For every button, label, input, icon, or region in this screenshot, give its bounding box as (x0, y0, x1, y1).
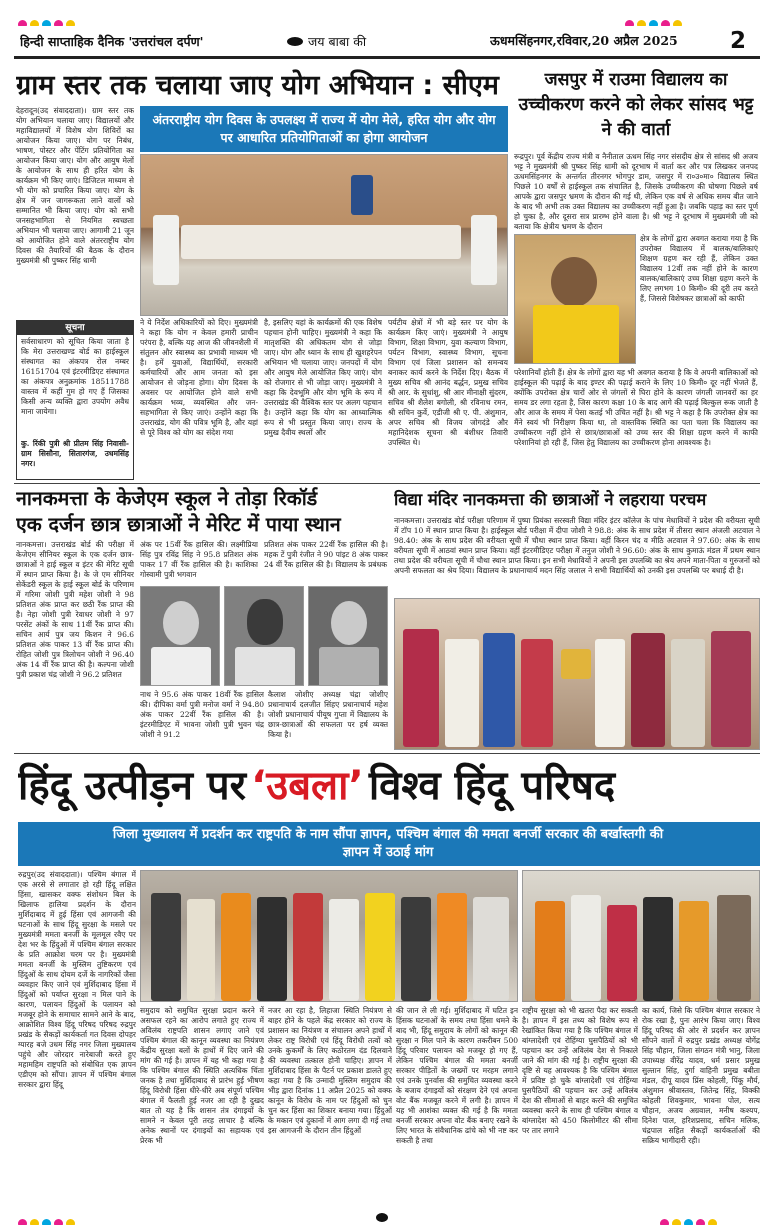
story1-col1-text: देहरादून(उद संवाददाता)। ग्राम स्तर तक योग अभियान चलाया जाए। विद्यालयों और महाविद्यालयों में विशेष योग शिविरों का आयोजन किया जाए। योग पर निबंध, भाषण, पोस्टर और पेंटिंग प्रतियोगिता का आयोजन किया जाए। योग और आयुष मेलों के आयोजन के साथ ही हरित योग के कार्यक्रम भी किए जाएं। डिजिटल माध्यम से भी योग को प्रचारित किया जाए। योग के क्षेत्र में जन जागरूकता लाने वालों को सम्मानित भी किया जाए। योग को सभी जनसहभागिता से नियमित स्वच्छता अभियान भी चलाया जाए। आगामी 21 जून को आयोजित होने वाले अंतरराष्ट्रीय योग दिवस की तैयारियों की बैठक के दौरान मुख्यमंत्री श्री पुष्कर सिंह धामी (16, 106, 134, 265)
story5-subhead: जिला मुख्यालय में प्रदर्शन कर राष्ट्रपति के नाम सौंपा ज्ञापन, पश्चिम बंगाल की ममता बनर्जी सरकार की बर्खास्तगी की ज्ञापन में उठाई मांग (112, 827, 664, 860)
story2-top-text: रूद्रपुर। पूर्व केंद्रीय राज्य मंत्री व नैनीताल ऊधम सिंह नगर संसदीय क्षेत्र से सांसद श्री अजय भट्ट ने मुख्यमंत्री श्री पुष्कर सिंह धामी को दूरभाष में वार्ता कर और पत्र लिखकर जनपद ऊधमसिंहनगर के अन्तर्गत तीरनगर भोगपुर डाम, जसपुर में रा०उ०मा० विद्यालय स्थित पिछले 10 वर्षों से हाईस्कूल तक संचालित है, जिसके उच्चीकरण की घोषणा पिछले वर्ष आपके द्वारा जसपुर भ्रमण के दौरान की गई थी, लेकिन एक वर्ष से अधिक समय बीत जाने के बाद भी अभी तक उक्त विद्यालय का उच्चीकरण नहीं हुआ है। जबकि पहाड़ का स्तर पूर्ण हो चुका है, और दूसरा सत्र प्रारम्भ होने वाला है। श्री भट्ट ने दूरभाष में मुख्यमंत्री जी को बताया कि क्षेत्रीय भ्रमण के दौरान (514, 152, 758, 231)
story3-col2: अंक पर 15वीं रैंक हासिल की। लक्ष्मीप्रिया सिंह पुत्र रविंद्र सिंह ने 95.8 प्रतिशत अंक पाकर 17 वीं रैंक हासिल की है। काशिका गोस्वामी पुत्री भगवान (140, 540, 258, 579)
story5-col5: राष्ट्रीय सुरक्षा को भी खतरा पैदा कर सकती है। ज्ञापन में इस तथ्य को विशेष रूप से रेखांकित किया गया है कि पश्चिम बंगाल में बांग्लादेशी एवं रोहिंग्या घुसपैठियों को भी पहचान कर उन्हें अविलंब देश से निकाले जाने की मांग की गई है। राष्ट्रीय सुरक्षा की दृष्टि से यह आवश्यक है कि पश्चिम बंगाल में प्रविष्ट हो चुके बांग्लादेशी एवं रोहिंग्या घुसपैठियों की पहचान कर उन्हें अविलंब देश की सीमाओं से बाहर करने की समुचित व्यवस्था करने के साथ ही पश्चिम बंगाल व बांग्लादेश को 450 किलोमीटर की सीमा पर तार लगाने (522, 1006, 638, 1135)
story3-photo-student-1 (140, 586, 220, 686)
story1-subhead: अंतरराष्ट्रीय योग दिवस के उपलक्ष्य में राज्य में योग मेले, हरित योग और योग पर आधारित प्रतियोगिताओं का होगा आयोजन (152, 112, 496, 145)
story3-col3b: कैलाश जोशीए अध्यक्ष चंद्रा जोशीए प्रधानाचार्य दलजीत सिंहए प्रधानाचार्य महेश जोशी प्रधानाचार्य पीयूष गुप्ता में विद्यालय के छात्र-छात्राओं की सफलता पर हर्ष व्यक्त किया है। (268, 690, 388, 739)
story5-photo-protest-1 (140, 870, 518, 1002)
story5-col2: समुदाय को समुचित सुरक्षा प्रदान करने में असफल रहने का आरोप लगाते हुए राज्य में अविलंब राष्ट्रपति शासन लगाए जाने एवं पश्चिम बंगाल की कानून व्यवस्था का नियंत्रण केंद्रीय सुरक्षा बलों के हाथों में दिए जाने की मांग की गई है। ज्ञापन में यह भी कहा गया है कि पश्चिम बंगाल की स्थिति अत्यधिक चिंता जनक है तथा मुर्शिदाबाद से प्रारंभ हुई भीषण हिंदू विरोधी हिंसा धीरे-धीरे अब संपूर्ण पश्चिम बंगाल में फैलती हुई नजर आ रही है दुखद बात तो यह है कि शासन तंत्र दंगाइयों के सामने न केवल पूरी तरह लाचार है बल्कि अनेक स्थानों पर दंगाइयों का सहायक एवं प्रेरक भी (140, 1006, 264, 1145)
story3-headline2: एक दर्जन छात्र छात्राओं ने मेरिट में पाया स्थान (16, 513, 341, 536)
story1-col2 (140, 318, 258, 480)
story1-photo-meeting (140, 154, 508, 316)
masthead-title: हिन्दी साप्ताहिक दैनिक 'उत्तरांचल दर्पण' (20, 34, 204, 49)
story5-headline-b: ‘उबला’ (251, 763, 364, 809)
story5-col4: की जान ले ली गई। मुर्शिदाबाद में घटित इन हिंसक घटनाओं के समय तथा हिंसा थमने के बाद भी, हिंदू समुदाय के लोगों को कानून की सुरक्षा न मिल पाने के कारण तकरीबन 500 हिंदू परिवार पलायन को मजबूर हो गए हैं, लेकिन पश्चिम बंगाल की ममता बनर्जी सरकार पीड़ितों के जख्मों पर मरहम लगाने एवं उनके पुनर्वास की समुचित व्यवस्था करने के बजाय दंगाइयों को संरक्षण देने एवं अपना वोट बैंक मजबूत करने में लगी है। ज्ञापन में यह भी आशंका व्यक्त की गई है कि ममता बनर्जी सरकार अपना वोट बैंक बनाए रखने के लिए भारत के संवैधानिक ढांचे को भी नष्ट कर सकती है तथा (396, 1006, 518, 1145)
story3-photo-student-2 (224, 586, 304, 686)
divider-1 (14, 483, 760, 484)
story1-col3-text: है, इसलिए यहां के कार्यक्रमों की एक विशेष पहचान होनी चाहिए। मुख्यमंत्री ने कहा कि मातृशक्ति की अधिकतम योग से जोड़ा जाए। योग और ध्यान के साथ ही खुशहरेपन अभियान भी चलाया जाए। जनपदों में योग और आयुष मेले आयोजित किए जाएं। योग को रोजगार से भी जोड़ा जाए। मुख्यमंत्री ने कहा कि देवभूमि और योग भूमि के रूप में उत्तराखंड की वैश्विक स्तर पर अलग पहचान है। उन्होंने कहा कि योग का आध्यात्मिक रूप से भी प्रस्तुत किया जाए। राज्य के प्रमुख दैवीय स्थलों और (264, 318, 382, 437)
story2-bottom-text: परेशानियाँ होती हैं। क्षेत्र के लोगों द्वारा यह भी अवगत कराया है कि वे अपनी बालिकाओं को हाईस्कूल की पढ़ाई के बाद इण्टर की पढ़ाई कराने के लिए 10 किमी० दूर नहीं भेजते हैं, क्योंकि उपरोक्त क्षेत्र चारों ओर से जंगलों से घिरा होने के कारण जंगली जानवरों का हर समय डर लगा रहता है, जिस कारण कक्षा 10 के बाद आगे की पढ़ाई बिल्कुल रूक जाती है और आज के समय में पेसा कतई भी उचित नहीं है। श्री भट्ट ने कहा है कि उपरोक्त क्षेत्र का मैंने स्वयं भी निरीक्षण किया था, तो वास्तविक स्थिति का पता चला कि विद्यालय का उच्चीकरण नहीं होने से छात्र/छात्राओं को उच्च स्तर की शिक्षा ग्रहण करने में काफी परेशानियां हो रही हैं, जिस हेतु विद्यालय का उच्चीकरण होना आवश्यक है। (514, 368, 758, 447)
divider-2 (14, 753, 760, 754)
story5-headline-a: हिंदू उत्पीड़न पर (18, 763, 246, 809)
story1-col2-text: ने ये निर्देश अधिकारियों को दिए। मुख्यमंत्री ने कहा कि योग न केवल हमारी प्राचीन परंपरा है, बल्कि यह आज की जीवनशैली में संतुलन और स्वास्थ्य का प्रभावी माध्यम भी है। हमें युवाओं, विद्यार्थियों, सरकारी कर्मचारियों और आम जनता को इस आयोजन से जोड़ना होगा। योग दिवस के अवसर पर आयोजित होने वाले सभी कार्यक्रम भव्य, व्यवस्थित और जन-सहभागिता से किए जाएं। उन्होंने कहा कि उत्तराखंड, योग की पवित्र भूमि है, और यहां से पूरे विश्व को योग का संदेश गया (140, 318, 258, 437)
story3-col3: प्रतिशत अंक पाकर 22वीं रैंक हासिल की है। महक टें पुत्री रंजीत ने 90 पांइट 8 अंक पाकर 24 वीं रैंक हासिल की है। विद्यालय के प्रबंधक (264, 540, 388, 569)
masthead-dots-left (18, 14, 98, 26)
story2-headline: जसपुर में राउमा विद्यालय का उच्चीकरण करने को लेकर सांसद भट्ट ने की वार्ता (518, 70, 754, 140)
story4-headline: विद्या मंदिर नानकमत्ता की छात्राओं ने लहराया परचम (394, 490, 707, 509)
story5-photo-protest-2 (522, 870, 760, 1002)
story2-photo-mp (514, 234, 636, 364)
story5-headline-c: विश्व हिंदू परिषद (368, 763, 616, 809)
story5-col3: नजर आ रहा है, लिहाजा स्थिति नियंत्रण से बाहर होने के पहले केंद्र सरकार को राज्य के प्रशासन का नियंत्रण व संचालन अपने हाथों में लेकर राष्ट्र विरोधी एवं हिंदू विरोधी तत्वों को उनके कुकर्मों के लिए कठोरतम दंड दिलवाने की व्यवस्था तत्काल होनी चाहिए। ज्ञापन में मुर्शिदाबाद हिंसा के पैटर्न पर प्रकाश डालते हुए कहा गया है कि उन्मादी मुस्लिम समुदाय की भीड़ द्वारा दिनांक 11 अप्रैल 2025 को वक्फ कानून के विरोध के नाम पर हिंदुओं को चुन चुन कर हिंसा का शिकार बनाया गया। हिंदुओं के मकान एवं दुकानों में आग लगा दी गई तथा इस आगजनी के दौरान तीन हिंदुओं (268, 1006, 392, 1135)
masthead-date: ऊधमसिंहनगर,रविवार,20 अप्रैल 2025 (490, 33, 678, 48)
story1-headline: ग्राम स्तर तक चलाया जाए योग अभियान : सीएम (16, 70, 499, 101)
story5-headline (18, 756, 760, 818)
footer-dots-left (18, 1213, 98, 1225)
footer-dots-right (660, 1213, 740, 1225)
footer (0, 1208, 770, 1226)
masthead-logo-icon (287, 37, 303, 46)
footer-logo-icon (376, 1213, 388, 1222)
story5-col1: रुद्रपुर(उद संवाददाता)। पश्चिम बंगाल में एक अरसे से लगातार हो रही हिंदू लक्षित हिंसा, खासकर वक्फ संशोधन बिल के खिलाफ हालिया प्रदर्शन के दौरान मुर्शिदाबाद में हुई हिंसा एवं आगजनी की घटनाओं के साथ हिंदू सुरक्षा के मसले पर मुख्यमंत्री ममता बनर्जी के मूलमूल रवैए पर देश भर के हिंदुओं में पश्चिम बंगाल सरकार के प्रति आक्रोश चरम पर है। मुख्यमंत्री ममता बनर्जी के मुस्लिम तुष्टिकरण एवं हिंदुओं के साथ दोयम दर्जे के नागरिकों जैसा व्यवहार किए जाने एवं मुर्शिदाबाद हिंसा में हिंदुओं को पर्याप्त सुरक्षा न मिल पाने के कारण, पलायन हिंदुओं के पलायन को मजबूर होने के समाचार सामने आने के बाद, आक्रोशित विश्व हिंदू परिषद परिषद रुद्रपुर प्रखंड के सैकड़ों कार्यकर्ता गत दिवस दोपहर ग्यारह बजे उधम सिंह नगर जिला मुख्यालय पहुंचे और जोरदार नारेबाजी करते हुए महामहिम राष्ट्रपति को संबोधित एक ज्ञापन एडीएम को सौंपा। ज्ञापन में पश्चिम बंगाल सरकार द्वारा हिंदू (18, 870, 136, 1089)
story3-col2b: नाथ ने 95.6 अंक पाकर 18वीं रैंक हासिल की। दीपिका वर्मा पुत्री मनोज वर्मा ने 94.80 अंक पाकर 22वीं रैंक हासिल की है। इंटरमीडिएट में भावना जोशी पुत्री भुवन चंद्र जोशी ने 91.2 (140, 690, 264, 739)
notice-signature: कु. रिंकी पुत्री श्री प्रीतम सिंह निवासी-ग्राम सिसौना, सितारगंज, उधमसिंह नगर। (21, 439, 129, 468)
notice-title: सूचना (17, 321, 133, 335)
story1-col1 (16, 106, 134, 316)
story3-col1: नानकमत्ता। उत्तराखंड बोर्ड की परीक्षा में केजेएम सीनियर स्कूल के एक दर्जन छात्र-छात्राओं ने हाई स्कूल व इंटर की मेरिट सूची में स्थान प्राप्त किया है। के जे एम सीनियर सेकेंडरी स्कूल के हाई स्कूल बोर्ड के परिणाम में गरिमा जोशी पुत्री महेश जोशी ने 98 प्रतिशत अंक प्राप्त कर छठी रैंक प्राप्त की है। नेहा जोशी पुत्री रेवाधर जोशी ने 97 परसेंट अंकों के साथ 11वीं रैंक प्राप्त की। सचिन आर्य पुत्र जय किशन ने 96.6 प्रतिशत अंक पाकर 13 वीं रैंक प्राप्त की। रोहित जोशी पुत्र त्रिलोचन जोशी ने 96.40 अंक 14 वीं रैंक प्राप्त की है। कल्पना जोशी पुत्री प्रकाश चंद्र जोशी ने 96.2 प्रतिशत (16, 540, 134, 679)
story1-col3 (264, 318, 382, 480)
story4-photo-students (394, 598, 760, 750)
story2-side-text: क्षेत्र के लोगों द्वारा अवगत कराया गया है कि उपरोक्त विद्यालय में बालक/बालिकाएं शिक्षण ग्रहण कर रही हैं, लेकिन उक्त विद्यालय 12वीं तक नहीं होने के कारण बालक/बालिकाएं उच्च शिक्षा ग्रहण करने के लिए लगभग 10 किमी० की दूरी तय करते हैं, जिससे विशेषकर छात्राओं को काफी (640, 234, 758, 303)
page-number: 2 (730, 28, 747, 54)
story3-headline1: नानकमत्ता के केजेएम स्कूल ने तोड़ा रिकॉर्ड (16, 487, 318, 510)
masthead (0, 0, 770, 62)
story1-subhead-box (140, 106, 508, 152)
masthead-rule (14, 56, 760, 59)
story1-col4 (388, 318, 508, 480)
story4-body: नानकमत्ता। उत्तराखंड बोर्ड परीक्षा परिणाम में पुष्पा प्रियंका सरस्वती विद्या मंदिर इंटर कॉलेज के पांच मेधावियों ने प्रदेश की वरीयता सूची में टॉप 10 में स्थान प्राप्त किया है। हाईस्कूल बोर्ड परीक्षा में दीपा जोशी ने 98.8: अंक के साथ प्रदेश में तीसरा स्थान अंजली अटवाल ने 98.40: अंक के साथ प्रदेश की वरीयता सूची में चौथा स्थान प्राप्त किया। वहीं किरन चंद व मीठि अटवाल ने 97.60: अंक के साथ वरीयता सूची में आठवां स्थान प्राप्त किया। वहीं इंटरमीडिएट परीक्षा में तनुज जोशी ने 96.60: अंक के साथ कुमाऊं मंडल में प्रथम स्थान तथा प्रदेश की वरीयता सूची में चौथा स्थान प्राप्त किया। इन सभी मेधावियों ने अपनी इस उपलब्धि का श्रेय अपने माता-पिता व गुरुजनों को अपनी सफलता का श्रेय दिया। विद्यालय के प्रधानाचार्य मदन सिंह जलाल ने सभी विद्यार्थियों को उनकी इस उपलब्धि पर बधाई दी है। (394, 516, 760, 575)
notice-box (16, 320, 134, 480)
story5-col6: का कार्य, जिसे कि पश्चिम बंगाल सरकार ने रोक रखा है, पुनः आरंभ किया जाए। विश्व हिंदू परिषद की ओर से प्रदर्शन कर ज्ञापन सौंपने वालों में रुद्रपुर प्रखंड अध्यक्ष योगेंद्र सिंह चौहान, जिला संगठन मंत्री भानु, जिला उपाध्यक्ष वीरेंद्र यादव, धर्म प्रसार प्रमुख सुल्तान सिंह, दुर्गा वाहिनी प्रमुख बबीता मंडल, दीपू यादव प्रिंस कोहली, पिंकू मौर्य, अंशुमान श्रीवास्तव, जितेन्द्र सिंह, विक्की कोहली शिवकुमार, भावना पोल, सत्य चौहान, अजय अग्रवाल, मनीष कश्यप, दिनेश पाल, हरिशप्रसाद, सचिन मलिक, चंद्रपाल सहित सैकड़ों कार्यकर्ताओं की सक्रिय भागीदारी रही। (642, 1006, 760, 1145)
story1-col4-text: पर्यटीय क्षेत्रों में भी बड़े स्तर पर योग के कार्यक्रम किए जाएं। मुख्यमंत्री ने आयुष विभाग, शिक्षा विभाग, युवा कल्याण विभाग, पर्यटन विभाग, स्वास्थ्य विभाग, सूचना विभाग एवं जिला प्रशासन को समन्वय बनाकर कार्य करने के निर्देश दिए। बैठक में मुख्य सचिव श्री आनंद बर्द्धन, प्रमुख सचिव श्री आर. के सुधांशु, श्री आर मीनाक्षी सुंदरम, सचिव श्री शैलेश बगोली, श्री रविनाथ रमन, श्री सचिन कुर्वे, एडीजी श्री ए. पी. अंशुमान, अपर सचिव श्री विजय जोगदंडे और महानिदेशक सूचना श्री बंशीधर तिवारी उपस्थित थे। (388, 318, 508, 447)
masthead-center: जय बाबा की (308, 34, 367, 49)
notice-body: सर्वसाधारण को सूचित किया जाता है कि मेरा उत्तराखण्ड बोर्ड का हाईस्कूल संस्थागत का अंकपत्र रोल नम्बर 16151704 एवं इंटरमीडिएट संस्थागत का अंकपत्र अनुक्रमांक 18511788 वास्तव में कहीं गुम हो गए हैं जिसका किसी अन्य व्यक्ति द्वारा उपयोग अवैध माना जायेगा। (21, 337, 129, 416)
story5-subhead-box (18, 822, 760, 866)
masthead-dots-right (625, 14, 705, 26)
story3-photo-student-3 (308, 586, 388, 686)
